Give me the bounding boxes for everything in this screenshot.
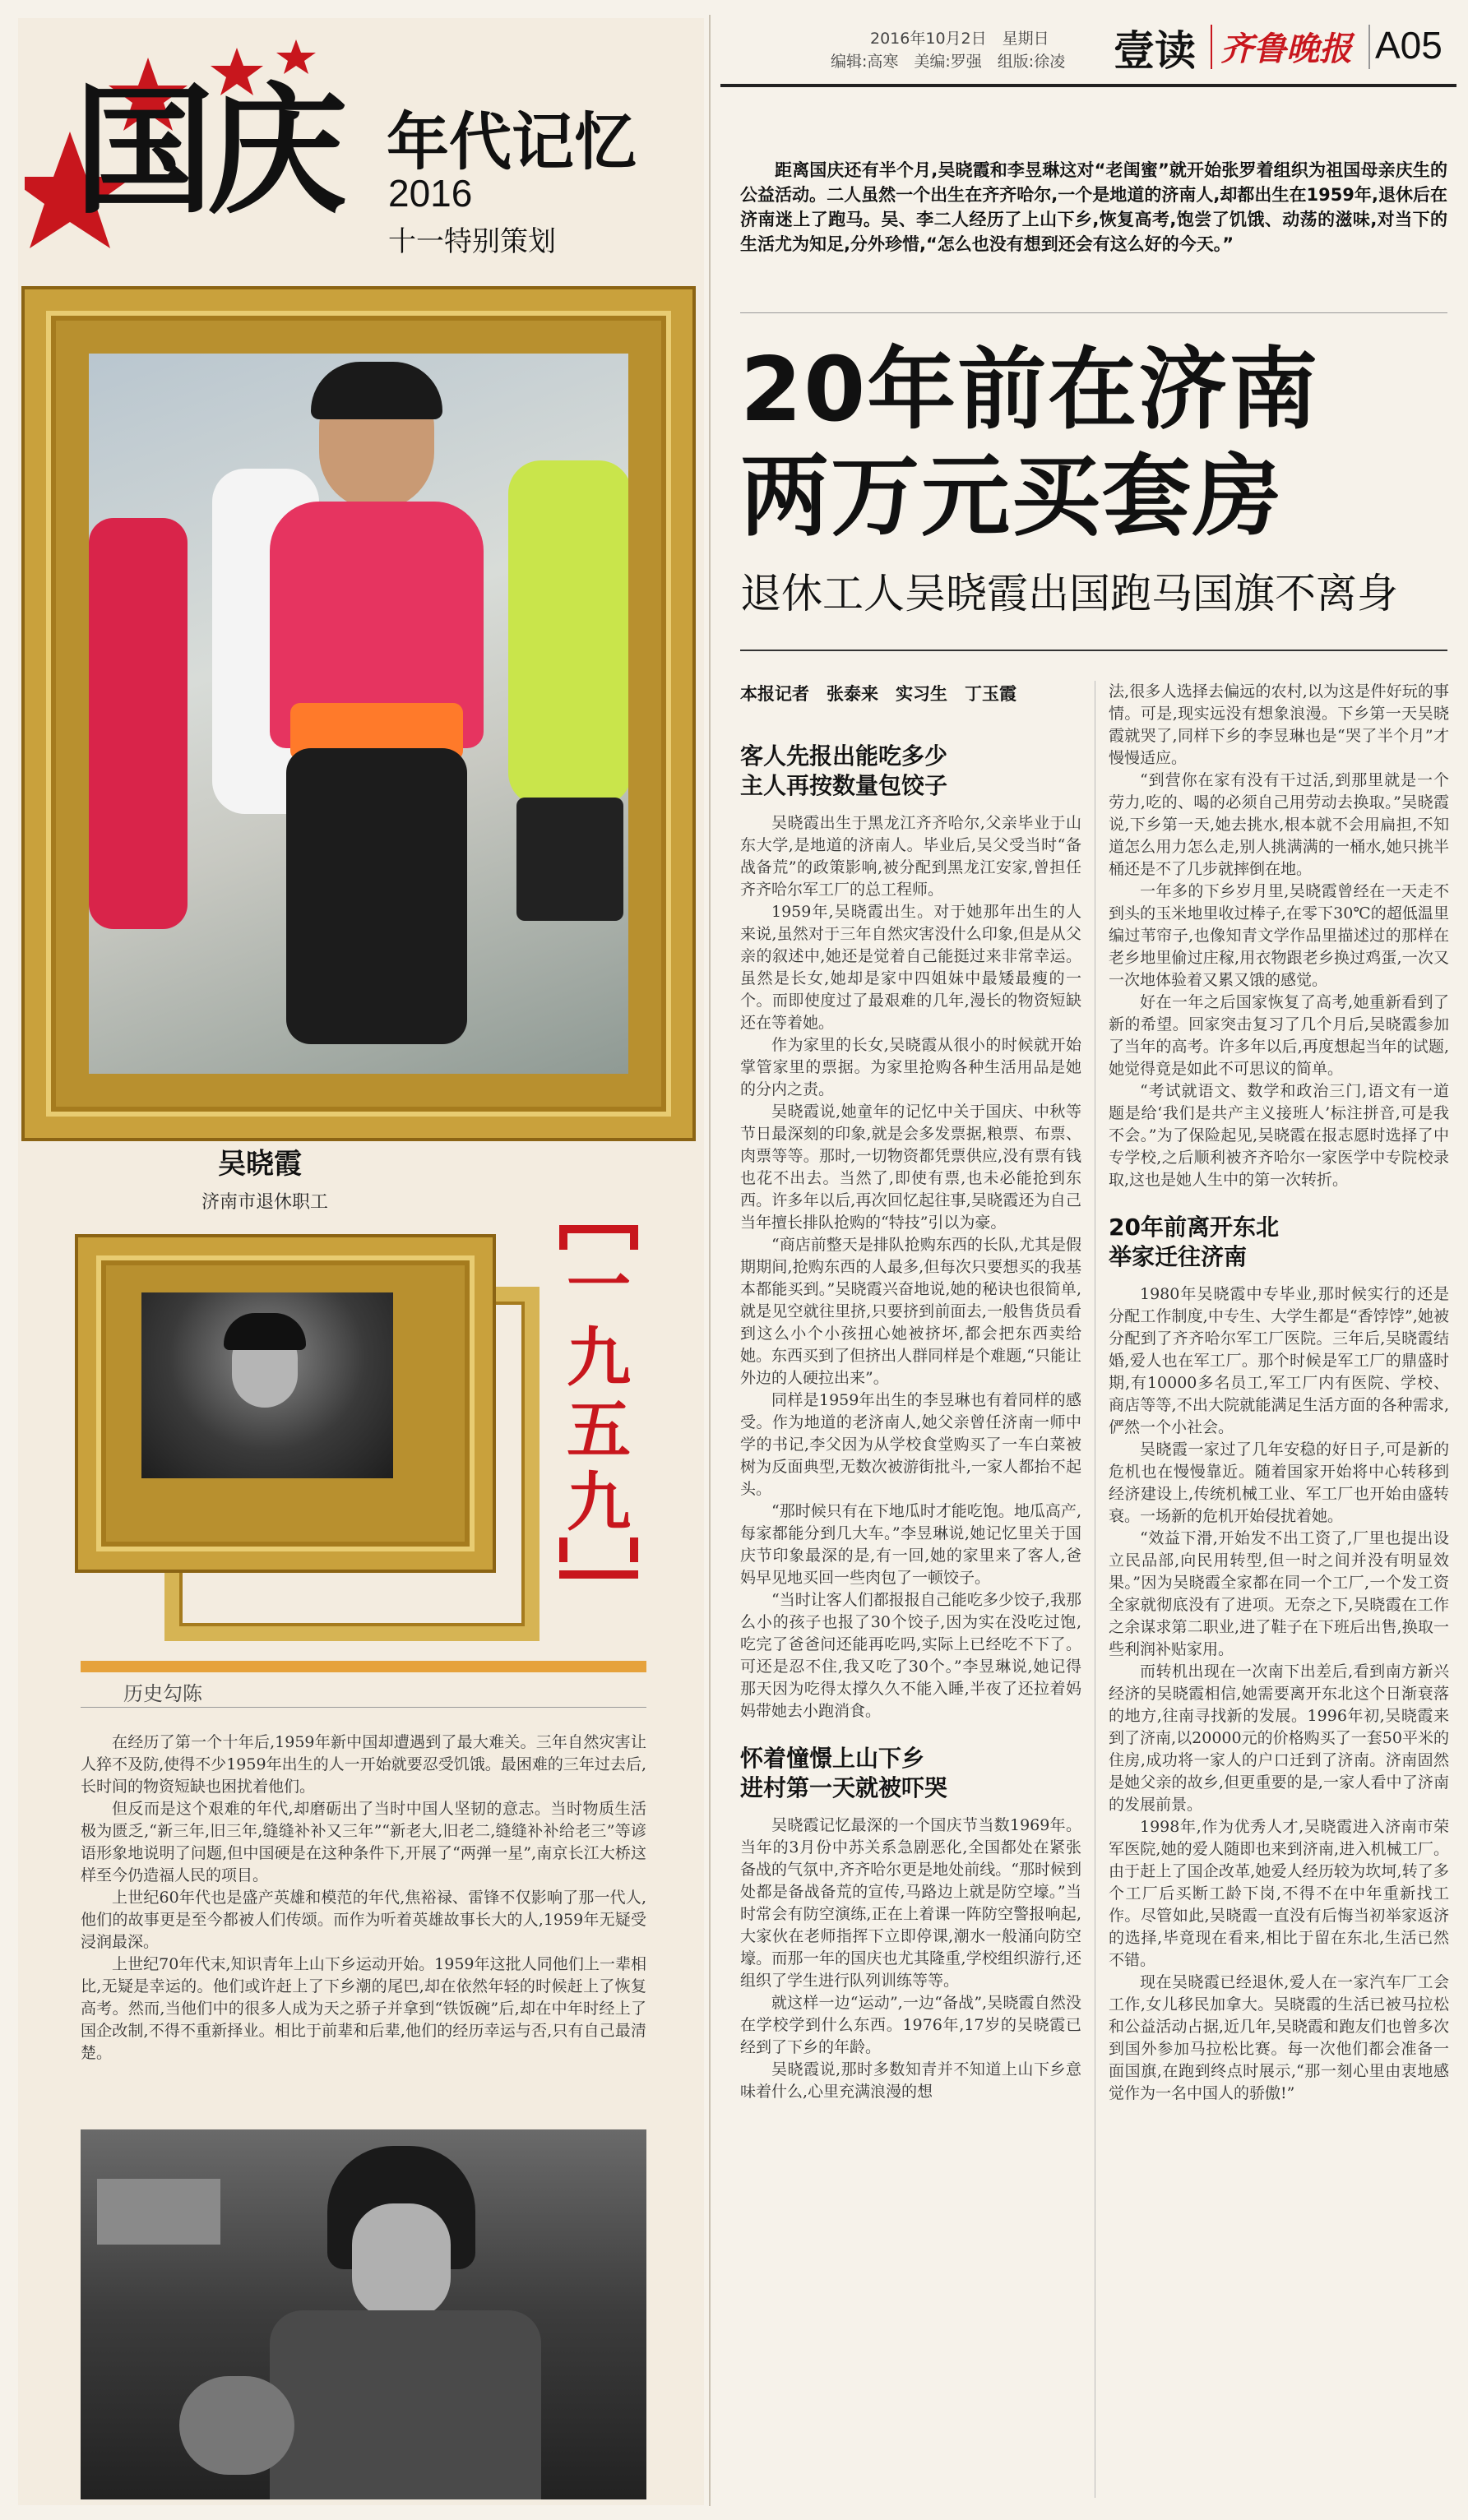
old-photo-frame: [78, 1237, 493, 1570]
article-para: 1959年,吴晓霞出生。对于她那年出生的人来说,虽然对于三年自然灾害没什么印象,但是从父亲的叙述中,她还是觉着自己能挺过来非常幸运。虽然是长女,她却是家中四姐妹中最矮最瘦的一个。而即使度过了最艰难的几年,漫长的物资短缺还在等着她。: [740, 903, 1081, 1032]
article-para: 好在一年之后国家恢复了高考,她重新看到了新的希望。回家突击复习了几个月后,吴晓霞参加了当年的高考。许多年以后,再度想起当年的试题,她觉得竟是如此不可思议的简单。: [1109, 993, 1449, 1078]
article-para: “当时让客人们都报报自己能吃多少饺子,我那么小的孩子也报了30个饺子,因为实在没吃过饱,吃完了爸爸问还能再吃吗,实际上已经吃不下了。可还是忍不住,我又吃了30个。”李昱琳说,她记得那天因为吃得太撑久久不能入睡,半夜了还拉着妈妈带她去小跑消食。: [740, 1591, 1081, 1720]
old-portrait-photo: [141, 1292, 393, 1478]
title-big: 国庆: [74, 71, 341, 234]
article-para: 吴晓霞说,她童年的记忆中关于国庆、中秋等节日最深刻的印象,就是会多发票据,粮票、布票、肉票等等。那时,一切物资都凭票供应,没有票有钱也花不出去。当然了,即使有票,也未必能抢到东西。许多年以后,再次回忆起往事,吴晓霞还为自己当年擅长排队抢购的“特技”引以为豪。: [740, 1103, 1081, 1232]
headline-line1: 20年前在济南: [740, 339, 1320, 442]
title-small: 年代记忆: [387, 105, 637, 178]
subheading-line: 进村第一天就被吓哭: [740, 1774, 948, 1801]
subheading-line: 主人再按数量包饺子: [740, 772, 948, 799]
article-para: “效益下滑,开始发不出工资了,厂里也提出设立民品部,向民用转型,但一时之间并没有明显效果。”因为吴晓霞全家都在同一个工厂,一个发工资全家就彻底没有了进项。无奈之下,吴晓霞在工作之余谋求第二职业,进了鞋子在下班后出售,换取一些利润补贴家用。: [1109, 1529, 1449, 1658]
article-para: 吴晓霞记忆最深的一个国庆节当数1969年。当年的3月份中苏关系急剧恶化,全国都处在紧张备战的气氛中,齐齐哈尔更是地处前线。“那时候到处都是备战备荒的宣传,马路边上就是防空壕。”当时常会有防空演练,正在上着课一阵防空警报响起,大家伙在老师指挥下立即停课,潮水一般涌向防空壕。而那一年的国庆也尤其隆重,学校组织游行,还组织了学生进行队列训练等等。: [740, 1816, 1081, 1990]
article-para: 吴晓霞一家过了几年安稳的好日子,可是新的危机也在慢慢靠近。随着国家开始将中心转移到经济建设上,传统机械工业、军工厂也开始由盛转衰。一场新的危机开始侵扰着她。: [1109, 1440, 1449, 1525]
article-para: 吴晓霞说,那时多数知青并不知道上山下乡意味着什么,心里充满浪漫的想: [740, 2060, 1081, 2101]
main-photo-frame: [25, 289, 692, 1138]
lead-paragraph: 距离国庆还有半个月,吴晓霞和李昱琳这对“老闺蜜”就开始张罗着组织为祖国母亲庆生的公益活动。二人虽然一个出生在齐齐哈尔,一个是地道的济南人,却都出生在1959年,退休后在济南迷上了跑马。吴、李二人经历了上山下乡,恢复高考,饱尝了饥饿、动荡的滋味,对当下的生活尤为知足,分外珍惜,“怎么也没有想到还会有这么好的今天。”: [740, 160, 1447, 254]
special-title-block: [25, 25, 683, 280]
history-para: 上世纪60年代也是盛产英雄和模范的年代,焦裕禄、雷锋不仅影响了那一代人,他们的故事更是至今都被人们传颂。而作为听着英雄故事长大的人,1959年无疑受浸润最深。: [81, 1889, 646, 1951]
article-para: “考试就语文、数学和政治三门,语文有一道题是给‘我们是共产主义接班人’标注拼音,可是我不会。”为了保险起见,吴晓霞在报志愿时选择了中专学校,之后顺利被齐齐哈尔一家医学中专院校录取,这也是她人生中的第一次转折。: [1109, 1082, 1449, 1189]
header-brand: 齐鲁晚报: [1220, 30, 1352, 68]
subheading-line: 举家迁往济南: [1109, 1243, 1248, 1270]
article-para: 法,很多人选择去偏远的农村,以为这是件好玩的事情。可是,现实远没有想象浪漫。下乡第一天吴晓霞就哭了,同样下乡的李昱琳也是“哭了半个月”才慢慢适应。: [1109, 682, 1449, 767]
article-para: 1998年,作为优秀人才,吴晓霞进入济南市荣军医院,她的爱人随即也来到济南,进入机械工厂。由于赶上了国企改革,她爱人经历较为坎坷,转了多个工厂后买断工龄下岗,不得不在中年重新找工作。尽管如此,吴晓霞一直没有后悔当初举家返济的选择,毕竟现在看来,相比于留在东北,生活已然不错。: [1109, 1818, 1449, 1969]
article-para: 一年多的下乡岁月里,吴晓霞曾经在一天走不到头的玉米地里收过棒子,在零下30℃的超低温里编过苇帘子,也像知青文学作品里描述过的那样在老乡地里偷过庄稼,用衣物跟老乡换过鸡蛋,一次又一次地体验着又累又饿的感觉。: [1109, 882, 1449, 989]
year-vertical-text: 一九五九: [566, 1249, 631, 1540]
year-vertical-box: [559, 1225, 650, 1562]
article-para: 作为家里的长女,吴晓霞从很小的时候就开始掌管家里的票据。为家里抢购各种生活用品是她的分内之责。: [740, 1036, 1081, 1098]
history-rule: [81, 1707, 646, 1708]
portrait-name: 吴晓霞: [218, 1148, 302, 1181]
article-para: “到营你在家有没有干过活,到那里就是一个劳力,吃的、喝的必须自己用劳动去换取。”吴晓霞说,下乡第一天,她去挑水,根本就不会用扁担,不知道怎么用力怎么走,别人挑满满的一桶水,她只挑半桶还是不了几步就摔倒在地。: [1109, 771, 1449, 878]
lead-rule: [740, 312, 1447, 313]
article-para: 同样是1959年出生的李昱琳也有着同样的感受。作为地道的老济南人,她父亲曾任济南一师中学的书记,李父因为从学校食堂购买了一车白菜被树为反面典型,无数次被游街批斗,一家人都抬不起头。: [740, 1391, 1081, 1498]
subheading-line: 客人先报出能吃多少: [740, 742, 948, 770]
archival-photo: [81, 2129, 646, 2499]
subheading-line: 20年前离开东北: [1109, 1214, 1279, 1241]
article-column-2: [1109, 681, 1449, 2105]
column-divider: [709, 15, 711, 2506]
header-sep-1: [1211, 25, 1212, 69]
headline-line2: 两万元买套房: [740, 446, 1284, 548]
history-title: 历史勾陈: [123, 1682, 202, 1705]
subheading-line: 怀着憧憬上山下乡: [740, 1745, 925, 1772]
headline-subhead: 退休工人吴晓霞出国跑马国旗不离身: [740, 570, 1398, 617]
history-para: 但反而是这个艰难的年代,却磨砺出了当时中国人坚韧的意志。当时物质生活极为匮乏,“新三年,旧三年,缝缝补补又三年”“新老大,旧老二,缝缝补补给老三”等谚语形象地说明了问题,但中国硬是在这种条件下,开展了“两弹一星”,南京长江大桥这样至今仍造福人民的项目。: [81, 1800, 646, 1884]
article-para: 而转机出现在一次南下出差后,看到南方新兴经济的吴晓霞相信,她需要离开东北这个日渐衰落的地方,往南寻找新的发展。1996年初,吴晓霞来到了济南,以20000元的价格购买了一套50平米的住房,成功将一家人的户口迁到了济南。济南固然是她父亲的故乡,但更重要的是,一家人看中了济南的发展前景。: [1109, 1662, 1449, 1814]
article-para: 就这样一边“运动”,一边“备战”,吴晓霞自然没在学校学到什么东西。1976年,17岁的吴晓霞已经到了下乡的年龄。: [740, 1994, 1081, 2056]
title-year: 2016: [388, 172, 473, 215]
article-para: 1980年吴晓霞中专毕业,那时候实行的还是分配工作制度,中专生、大学生都是“香饽饽”,她被分配到了齐齐哈尔军工厂医院。三年后,吴晓霞结婚,爱人也在军工厂。那个时候是军工厂的鼎盛时期,有10000多名员工,军工厂内有医院、学校、商店等等,不出大院就能满足生活方面的各种需求,俨然一个小社会。: [1109, 1285, 1449, 1436]
article-para: 现在吴晓霞已经退休,爱人在一家汽车厂工会工作,女儿移民加拿大。吴晓霞的生活已被马拉松和公益活动占据,近几年,吴晓霞和跑友们也曾多次到国外参加马拉松比赛。每一次他们都会准备一面国旗,在跑到终点时展示,“那一刻心里由衷地感觉作为一名中国人的骄傲!”: [1109, 1973, 1449, 2102]
portrait-caption: 济南市退休职工: [201, 1192, 329, 1213]
article-column-1: [740, 681, 1081, 2103]
header-date: 2016年10月2日 星期日: [870, 30, 1049, 48]
article-para: “商店前整天是排队抢购东西的长队,尤其是假期期间,抢购东西的人最多,但每次只要想买的我基本都能买到。”吴晓霞兴奋地说,她的秘诀也很简单,就是见空就往里挤,只要挤到前面去,一般售货员看到这么小个小孩扭心她被挤坏,都会把东西卖给她。东西买到了但挤出人群同样是个难题,“只能让外边的人硬拉出来”。: [740, 1236, 1081, 1387]
header-section: 壹读: [1114, 27, 1196, 75]
headline-rule: [740, 650, 1447, 651]
history-text: [81, 1732, 646, 2065]
byline: 本报记者 张泰来 实习生 丁玉霞: [740, 684, 1016, 704]
subheading: [740, 742, 1081, 801]
header-rule: [720, 84, 1456, 87]
subheading: [1109, 1213, 1449, 1272]
history-para: 上世纪70年代末,知识青年上山下乡运动开始。1959年这批人同他们上一辈相比,无疑是幸运的。他们或许赶上了下乡潮的尾巴,却在依然年轻的时候赶上了恢复高考。然而,当他们中的很多人成为天之骄子并拿到“铁饭碗”后,却在中年时经上了国企改制,不得不重新择业。相比于前辈和后辈,他们的经历幸运与否,只有自己最清楚。: [81, 1955, 646, 2062]
article-para: 吴晓霞出生于黑龙江齐齐哈尔,父亲毕业于山东大学,是地道的济南人。毕业后,吴父受当时“备战备荒”的政策影响,被分配到黑龙江安家,曾担任齐齐哈尔军工厂的总工程师。: [740, 814, 1081, 899]
history-bar: [81, 1661, 646, 1672]
header-editors: 编辑:高寒 美编:罗强 组版:徐凌: [831, 53, 1066, 71]
subheading: [740, 1744, 1081, 1803]
article-para: “那时候只有在下地瓜时才能吃饱。地瓜高产,每家都能分到几大车。”李昱琳说,她记忆里关于国庆节印象最深的是,有一回,她的家里来了客人,爸妈早见地买回一些肉包了一顿饺子。: [740, 1502, 1081, 1587]
title-subtitle: 十一特别策划: [388, 225, 556, 258]
history-para: 在经历了第一个十年后,1959年新中国却遭遇到了最大难关。三年自然灾害让人猝不及防,使得不少1959年出生的人一开始就要忍受饥饿。最困难的三年过去后,长时间的物资短缺也困扰着他们。: [81, 1733, 646, 1796]
header-sep-2: [1368, 25, 1370, 69]
runner-photo: [89, 354, 628, 1074]
header-page-no: A05: [1375, 24, 1443, 67]
